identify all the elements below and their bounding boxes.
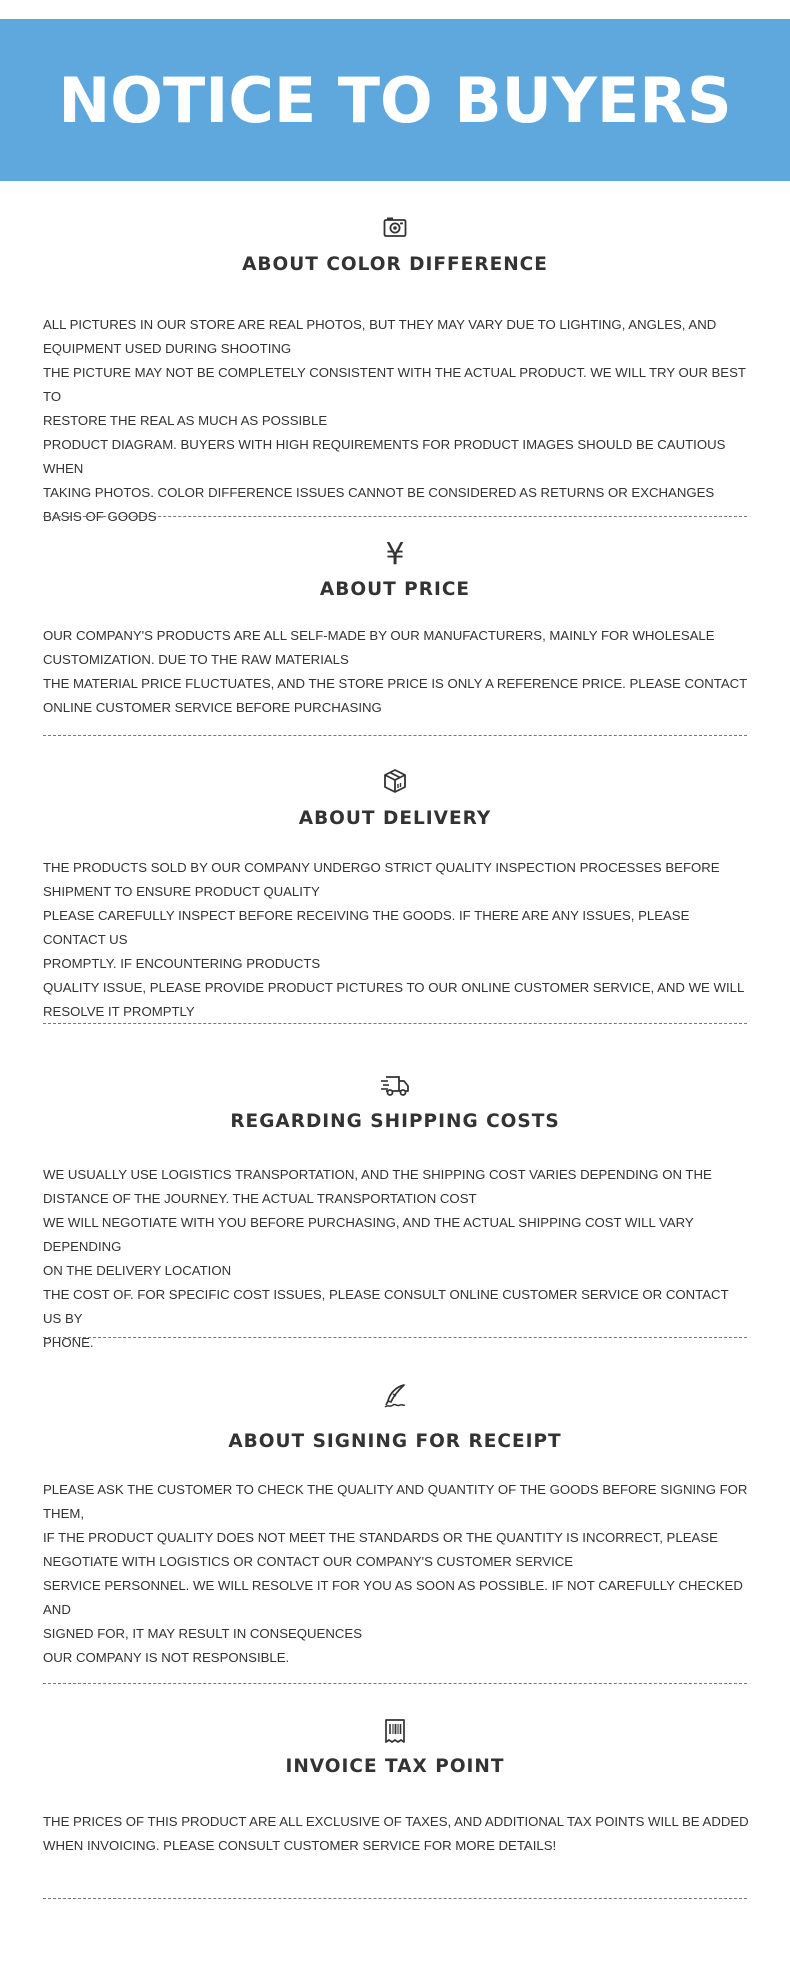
body-line: OUR COMPANY IS NOT RESPONSIBLE. <box>43 1650 290 1665</box>
body-line: RESTORE THE REAL AS MUCH AS POSSIBLE <box>43 413 328 428</box>
body-line: PRODUCT DIAGRAM. BUYERS WITH HIGH REQUIREMENTS FOR PRODUCT IMAGES SHOULD BE CAUTIOUS WHEN <box>43 437 726 476</box>
body-line: THE PICTURE MAY NOT BE COMPLETELY CONSISTENT WITH THE ACTUAL PRODUCT. WE WILL TRY OUR BEST TO <box>43 365 746 404</box>
body-line: DISTANCE OF THE JOURNEY. THE ACTUAL TRANSPORTATION COST <box>43 1191 477 1206</box>
body-line: TAKING PHOTOS. COLOR DIFFERENCE ISSUES CANNOT BE CONSIDERED AS RETURNS OR EXCHANGES <box>43 485 715 500</box>
body-line: CUSTOMIZATION. DUE TO THE RAW MATERIALS <box>43 652 349 667</box>
body-line: IF THE PRODUCT QUALITY DOES NOT MEET THE STANDARDS OR THE QUANTITY IS INCORRECT, PLEASE <box>43 1530 718 1545</box>
section-title-shipping-costs: REGARDING SHIPPING COSTS <box>230 1111 560 1132</box>
body-line: ONLINE CUSTOMER SERVICE BEFORE PURCHASING <box>43 700 382 715</box>
body-line: RESOLVE IT PROMPTLY <box>43 1004 195 1019</box>
section-body-shipping-costs <box>43 1163 749 1355</box>
body-line: SHIPMENT TO ENSURE PRODUCT QUALITY <box>43 884 320 899</box>
section-title-delivery: ABOUT DELIVERY <box>298 808 492 829</box>
section-body-signing-receipt <box>43 1478 749 1670</box>
section-divider <box>43 735 747 736</box>
body-line: PHONE. <box>43 1335 94 1350</box>
section-divider <box>43 516 747 517</box>
body-line: ALL PICTURES IN OUR STORE ARE REAL PHOTOS, BUT THEY MAY VARY DUE TO LIGHTING, ANGLES, AND <box>43 317 717 332</box>
yen-glyph: ¥ <box>385 537 405 572</box>
body-line: EQUIPMENT USED DURING SHOOTING <box>43 341 292 356</box>
body-line: THE MATERIAL PRICE FLUCTUATES, AND THE STORE PRICE IS ONLY A REFERENCE PRICE. PLEASE CONTACT <box>43 676 748 691</box>
section-body-price <box>43 624 749 720</box>
body-line: WE USUALLY USE LOGISTICS TRANSPORTATION, AND THE SHIPPING COST VARIES DEPENDING ON THE <box>43 1167 712 1182</box>
section-title-price: ABOUT PRICE <box>319 579 471 600</box>
camera-icon <box>379 212 411 242</box>
body-line: THEM, <box>43 1506 85 1521</box>
body-line: ON THE DELIVERY LOCATION <box>43 1263 232 1278</box>
signature-pen-icon <box>379 1381 411 1411</box>
body-line: NEGOTIATE WITH LOGISTICS OR CONTACT OUR COMPANY'S CUSTOMER SERVICE <box>43 1554 574 1569</box>
section-divider <box>43 1023 747 1024</box>
header-banner <box>0 19 790 181</box>
body-line: PLEASE ASK THE CUSTOMER TO CHECK THE QUALITY AND QUANTITY OF THE GOODS BEFORE SIGNING FOR <box>43 1482 748 1497</box>
delivery-truck-icon <box>379 1071 411 1101</box>
body-line: SIGNED FOR, IT MAY RESULT IN CONSEQUENCES <box>43 1626 362 1641</box>
section-title-signing-receipt: ABOUT SIGNING FOR RECEIPT <box>228 1431 562 1452</box>
body-line: QUALITY ISSUE, PLEASE PROVIDE PRODUCT PICTURES TO OUR ONLINE CUSTOMER SERVICE, AND WE WILL <box>43 980 745 995</box>
body-line: THE PRODUCTS SOLD BY OUR COMPANY UNDERGO STRICT QUALITY INSPECTION PROCESSES BEFORE <box>43 860 720 875</box>
section-body-color-difference <box>43 313 749 529</box>
body-line: PROMPTLY. IF ENCOUNTERING PRODUCTS <box>43 956 321 971</box>
body-line: WHEN INVOICING. PLEASE CONSULT CUSTOMER SERVICE FOR MORE DETAILS! <box>43 1838 557 1853</box>
section-title-invoice-tax: INVOICE TAX POINT <box>285 1756 505 1777</box>
yen-icon <box>379 537 411 572</box>
section-body-invoice-tax <box>43 1810 749 1858</box>
section-divider <box>43 1898 747 1899</box>
section-divider <box>43 1337 747 1338</box>
body-line: BASIS OF GOODS <box>43 509 157 524</box>
body-line: PLEASE CAREFULLY INSPECT BEFORE RECEIVING THE GOODS. IF THERE ARE ANY ISSUES, PLEASE CONTACT US <box>43 908 690 947</box>
section-title-color-difference: ABOUT COLOR DIFFERENCE <box>242 254 548 275</box>
package-icon <box>379 766 411 796</box>
invoice-icon <box>379 1716 411 1746</box>
section-body-delivery <box>43 856 749 1024</box>
page-title: NOTICE TO BUYERS <box>58 63 732 137</box>
body-line: SERVICE PERSONNEL. WE WILL RESOLVE IT FOR YOU AS SOON AS POSSIBLE. IF NOT CAREFULLY CHECKED AND <box>43 1578 743 1617</box>
body-line: WE WILL NEGOTIATE WITH YOU BEFORE PURCHASING, AND THE ACTUAL SHIPPING COST WILL VARY DEPENDING <box>43 1215 694 1254</box>
body-line: THE PRICES OF THIS PRODUCT ARE ALL EXCLUSIVE OF TAXES, AND ADDITIONAL TAX POINTS WILL BE ADDED <box>43 1814 749 1829</box>
section-divider <box>43 1683 747 1684</box>
body-line: THE COST OF. FOR SPECIFIC COST ISSUES, PLEASE CONSULT ONLINE CUSTOMER SERVICE OR CONTACT US BY <box>43 1287 729 1326</box>
body-line: OUR COMPANY'S PRODUCTS ARE ALL SELF-MADE BY OUR MANUFACTURERS, MAINLY FOR WHOLESALE <box>43 628 715 643</box>
